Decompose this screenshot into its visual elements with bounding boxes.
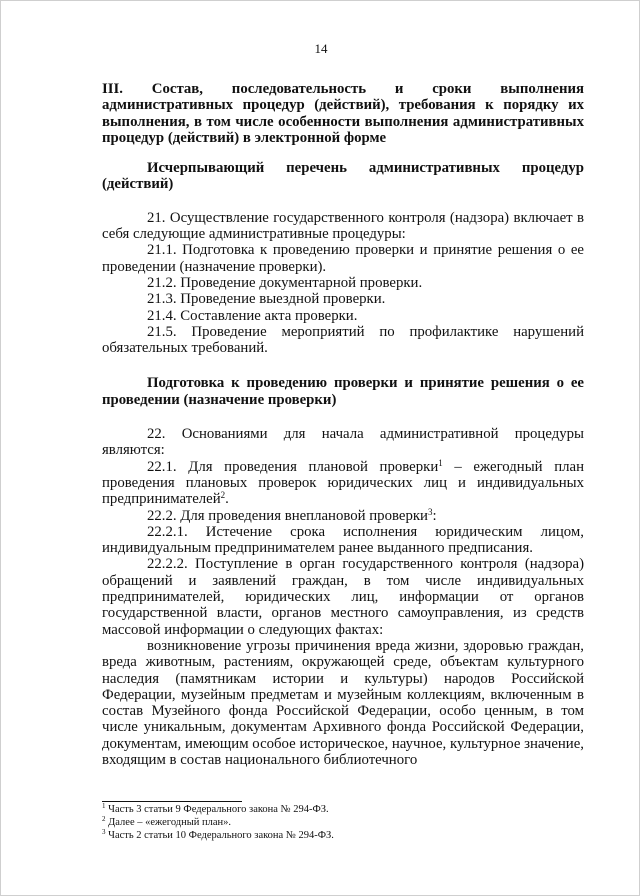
paragraph-22: 22. Основаниями для начала административной процедуры являются: <box>102 426 584 459</box>
footnote-text: Часть 3 статьи 9 Федерального закона № 294-ФЗ. <box>105 804 329 815</box>
paragraph-22-1-end: . <box>225 491 229 508</box>
paragraph-21-1: 21.1. Подготовка к проведению проверки и принятие решения о ее проведении (назначение проверки). <box>102 242 584 275</box>
paragraph-threat: возникновение угрозы причинения вреда жизни, здоровью граждан, вреда животным, растениям, окружающей среде, объектам культурного наследия (памятникам истории и культуры) народов Российской Федерации, музейным предметам и музейным коллекциям, включенным в состав Музейного фонда Российской Федерации, особо ценным, в том числе уникальным, документам Архивного фонда Российской Федерации, документам, имеющим особое историческое, научное, культурное значение, входящим в состав национального библиотечного <box>102 637 584 768</box>
paragraph-21: 21. Осуществление государственного контроля (надзора) включает в себя следующие административные процедуры: <box>102 209 584 243</box>
paragraph-22-1 <box>102 459 584 508</box>
footnote-1 <box>102 803 584 816</box>
footnote-separator <box>102 801 242 802</box>
footnote-mark: 2 <box>102 815 106 823</box>
paragraph-22-1-middle: – ежегодный план проведения плановых проверок юридических лиц и индивидуальных предпринимателей <box>102 458 584 508</box>
footnote-ref-1: 1 <box>438 457 443 468</box>
paragraph-22-2 <box>102 508 584 524</box>
footnote-3 <box>102 829 584 842</box>
subheading-procedures-list: Исчерпывающий перечень административных процедур (действий) <box>102 160 584 193</box>
paragraph-22-2-1: 22.2.1. Истечение срока исполнения юридическим лицом, индивидуальным предпринимателем ранее выданного предписания. <box>102 523 584 557</box>
footnote-ref-2: 2 <box>220 490 226 501</box>
footnote-mark: 1 <box>102 802 106 810</box>
paragraph-21-4: 21.4. Составление акта проверки. <box>147 307 358 324</box>
paragraph-21-5: 21.5. Проведение мероприятий по профилактике нарушений обязательных требований. <box>102 323 584 357</box>
paragraph-21-2: 21.2. Проведение документарной проверки. <box>147 274 423 291</box>
paragraph-21-3: 21.3. Проведение выездной проверки. <box>147 291 386 308</box>
paragraph-22-2-2: 22.2.2. Поступление в орган государственного контроля (надзора) обращений и заявлений граждан, в том числе индивидуальных предпринимателей, юридических лиц, информации от органов государственной власти, органов местного самоуправления, из средств массовой информации о следующих фактах: <box>102 556 584 638</box>
footnote-text: Далее – «ежегодный план». <box>105 817 232 828</box>
paragraph-22-1-start: 22.1. Для проведения плановой проверки <box>147 458 439 475</box>
page-content <box>102 81 584 768</box>
section-heading: III. Состав, последовательность и сроки выполнения административных процедур (действий), требования к порядку их выполнения, в том числе особенности выполнения административных процедур (действий) в электронной форме <box>102 81 584 146</box>
footnote-2 <box>102 816 584 829</box>
page-number: 14 <box>314 41 328 56</box>
paragraph-22-2-end: : <box>432 507 437 524</box>
paragraph-22-2-start: 22.2. Для проведения внеплановой проверки <box>147 507 428 524</box>
footnote-mark: 3 <box>102 828 106 836</box>
footnotes <box>102 803 584 842</box>
subheading-inspection-preparation: Подготовка к проведению проверки и принятие решения о ее проведении (назначение проверки) <box>102 375 584 408</box>
footnote-text: Часть 2 статьи 10 Федерального закона № 294-ФЗ. <box>105 830 334 841</box>
footnote-ref-3: 3 <box>427 506 433 517</box>
